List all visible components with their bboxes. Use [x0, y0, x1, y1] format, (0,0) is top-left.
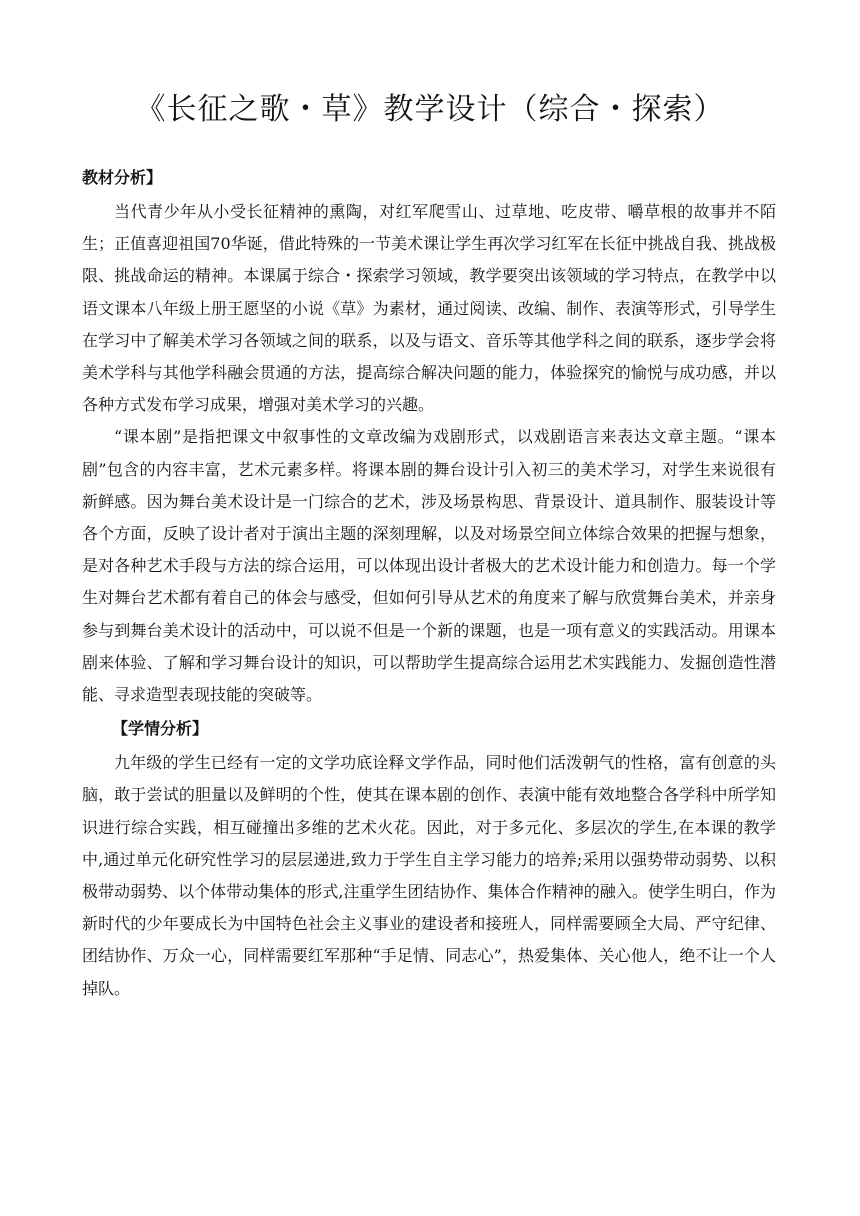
section-heading-textbook-analysis: 教材分析】 [82, 168, 163, 187]
paragraph: 九年级的学生已经有一定的文学功底诠释文学作品，同时他们活泼朝气的性格，富有创意的头脑，敢于尝试的胆量以及鲜明的个性，使其在课本剧的创作、表演中能有效地整合各学科中所学知识进行综合实践，相互碰撞出多维的艺术火花。因此，对于多元化、多层次的学生,在本课的教学中,通过单元化研究性学习的层层递进,致力于学生自主学习能力的培养;采用以强势带动弱势、以积极带动弱势、以个体带动集体的形式,注重学生团结协作、集体合作精神的融入。使学生明白，作为新时代的少年要成长为中国特色社会主义事业的建设者和接班人，同样需要顾全大局、严守纪律、团结协作、万众一心，同样需要红军那种“手足情、同志心”，热爱集体、关心他人，绝不让一个人掉队。 [82, 753, 776, 998]
document-body [82, 160, 776, 1005]
section-student-analysis [82, 711, 776, 1005]
section-heading-student-analysis: 【学情分析】 [112, 719, 209, 739]
document-title: 《长征之歌・草》教学设计（综合・探索） [135, 92, 725, 127]
section-textbook-analysis [82, 160, 776, 711]
paragraph: “课本剧”是指把课文中叙事性的文章改编为戏剧形式，以戏剧语言来表达文章主题。“课本剧”包含的内容丰富，艺术元素多样。将课本剧的舞台设计引入初三的美术学习，对学生来说很有新鲜感。因为舞台美术设计是一门综合的艺术，涉及场景构思、背景设计、道具制作、服装设计等各个方面，反映了设计者对于演出主题的深刻理解，以及对场景空间立体综合效果的把握与想象，是对各种艺术手段与方法的综合运用，可以体现出设计者极大的艺术设计能力和创造力。每一个学生对舞台艺术都有着自己的体会与感受，但如何引导从艺术的角度来了解与欣赏舞台美术，并亲身参与到舞台美术设计的活动中，可以说不但是一个新的课题，也是一项有意义的实践活动。用课本剧来体验、了解和学习舞台设计的知识，可以帮助学生提高综合运用艺术实践能力、发掘创造性潜能、寻求造型表现技能的突破等。 [82, 427, 776, 705]
paragraph: 当代青少年从小受长征精神的熏陶，对红军爬雪山、过草地、吃皮带、嚼草根的故事并不陌生；正值喜迎祖国70华诞，借此特殊的一节美术课让学生再次学习红军在长征中挑战自我、挑战极限、挑战命运的精神。本课属于综合・探索学习领域，教学要突出该领域的学习特点，在教学中以语文课本八年级上册王愿坚的小说《草》为素材，通过阅读、改编、制作、表演等形式，引导学生在学习中了解美术学习各领域之间的联系，以及与语文、音乐等其他学科之间的联系，逐步学会将美术学科与其他学科融会贯通的方法，提高综合解决问题的能力，体验探究的愉悦与成功感，并以各种方式发布学习成果，增强对美术学习的兴趣。 [82, 202, 776, 415]
